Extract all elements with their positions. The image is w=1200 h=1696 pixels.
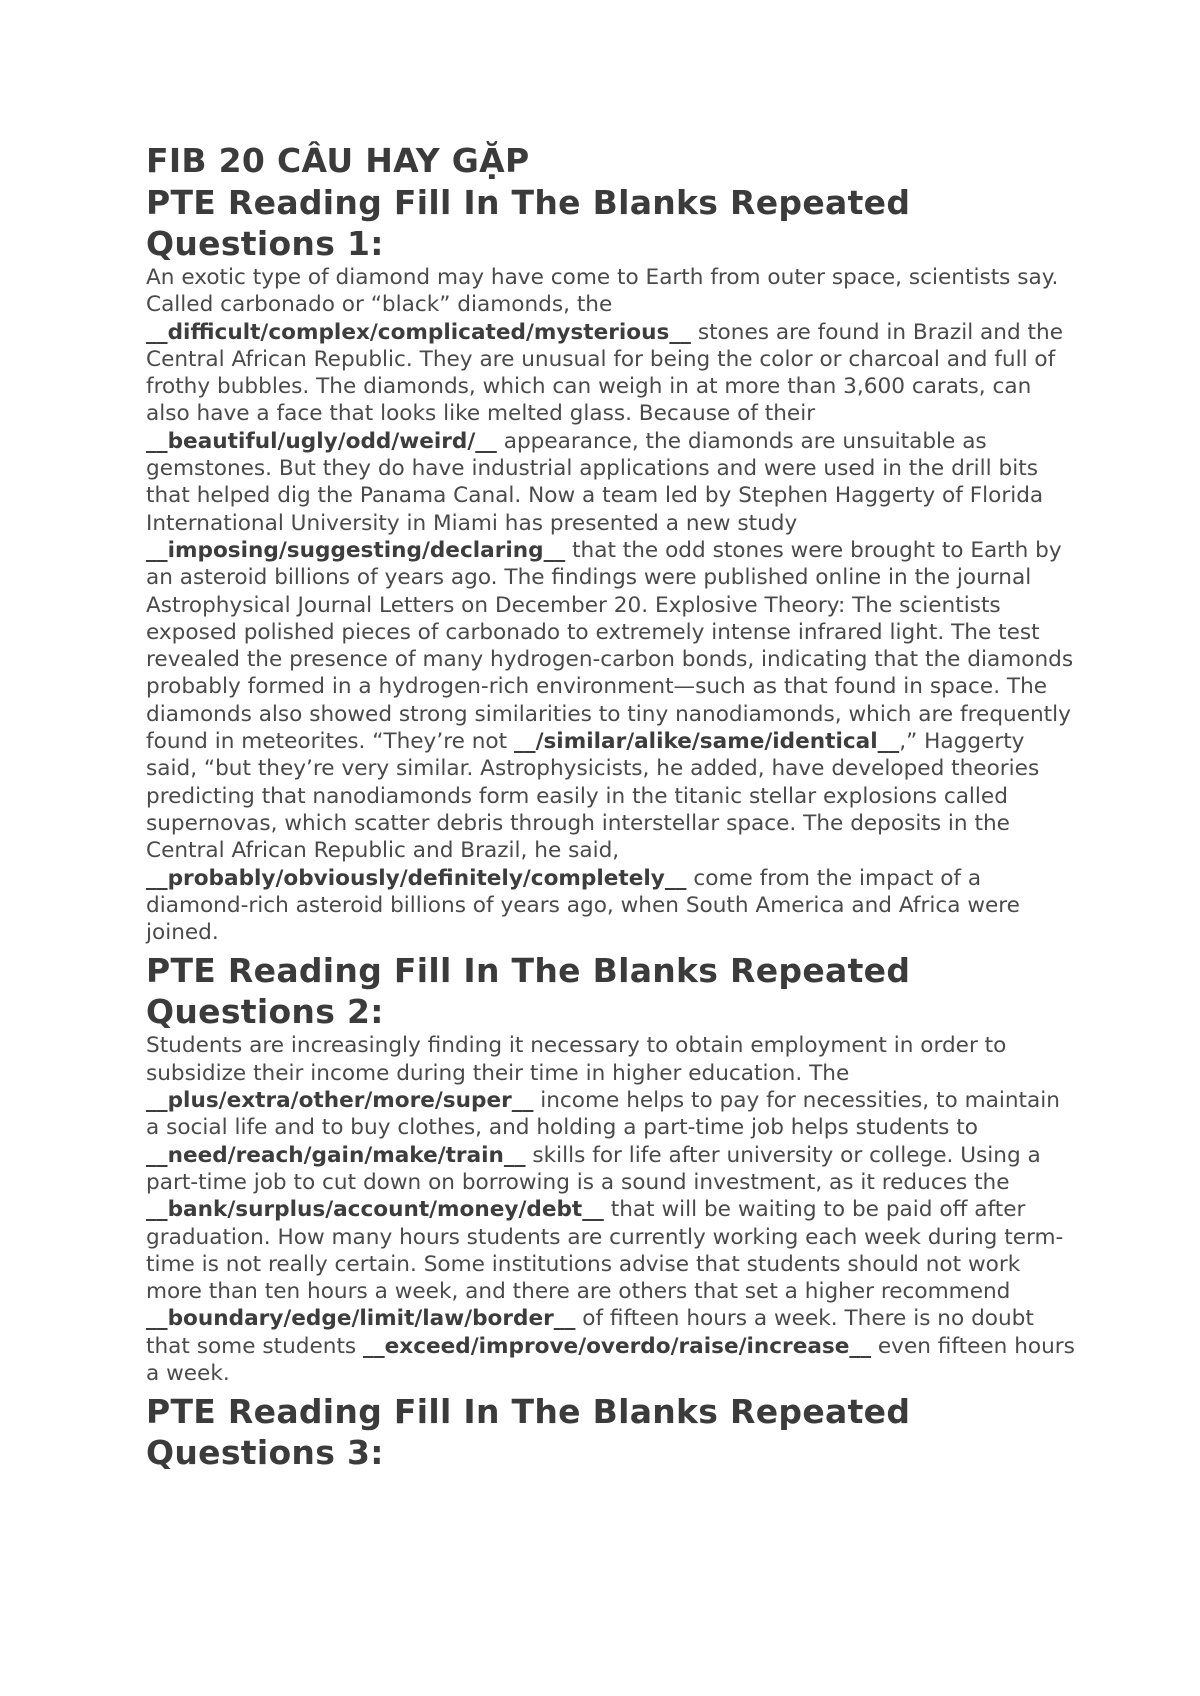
document-title: FIB 20 CÂU HAY GẶP xyxy=(146,141,530,180)
question-heading: PTE Reading Fill In The Blanks Repeated Questions 1: xyxy=(146,183,911,263)
blank-options: __difficult/complex/complicated/mysterious__ xyxy=(146,319,691,345)
passage-text: skills for life after university or college. Using a part-time job to cut down on borrowing is a sound investment, as it reduces the xyxy=(146,1142,1041,1195)
blank-options: __need/reach/gain/make/train__ xyxy=(146,1142,526,1168)
blank-options: __plus/extra/other/more/super__ xyxy=(146,1088,534,1114)
passage-text: that the odd stones were brought to Earth by an asteroid billions of years ago. The findings were published online in the journal Astrophysical Journal Letters on December 20. Explosive Theory: The scientists exposed polished pieces of carbonado to extremely intense infrared light. The test revealed the presence of many hydrogen-carbon bonds, indicating that the diamonds probably formed in a hydrogen-rich environment—such as that found in space. The diamonds also showed strong similarities to tiny nanodiamonds, which are frequently found in meteorites. “They’re not xyxy=(146,537,1074,755)
passage-text: ,” Haggerty said, “but they’re very similar. Astrophysicists, he added, have developed theories predicting that nanodiamonds form easily in the titanic stellar explosions called supernovas, which scatter debris through interstellar space. The deposits in the Central African Republic and Brazil, he said, xyxy=(146,729,1040,864)
passage-text: An exotic type of diamond may have come to Earth from outer space, scientists say. Called carbonado or “black” diamonds, the xyxy=(146,265,1059,318)
blank-options: __probably/obviously/definitely/completely__ xyxy=(146,865,687,891)
question-passage xyxy=(146,264,1076,946)
document-page xyxy=(146,140,1076,1473)
passage-text: come from the impact of a diamond-rich asteroid billions of years ago, when South America and Africa were joined. xyxy=(146,865,1020,946)
question-heading: PTE Reading Fill In The Blanks Repeated Questions 2: xyxy=(146,951,911,1032)
blank-options: __imposing/suggesting/declaring__ xyxy=(146,537,566,563)
blank-options: __bank/surplus/account/money/debt__ xyxy=(146,1197,604,1223)
blank-options: __boundary/edge/limit/law/border__ xyxy=(146,1306,576,1332)
passage-text: income helps to pay for necessities, to maintain a social life and to buy clothes, and holding a part-time job helps students to xyxy=(146,1088,1060,1141)
question-section xyxy=(146,950,1076,1387)
passage-text: appearance, the diamonds are unsuitable as gemstones. But they do have industrial applications and were used in the drill bits that helped dig the Panama Canal. Now a team led by Stephen Haggerty of Florida International University in Miami has presented a new study xyxy=(146,428,1044,536)
passage-text: even fifteen hours a week. xyxy=(146,1333,1075,1386)
question-passage xyxy=(146,1032,1076,1387)
blank-options: __beautiful/ugly/odd/weird/__ xyxy=(146,428,497,454)
question-section xyxy=(146,182,1076,946)
passage-text: of fifteen hours a week. There is no doubt that some students xyxy=(146,1306,1034,1359)
passage-text: stones are found in Brazil and the Central African Republic. They are unusual for being the color or charcoal and full of frothy bubbles. The diamonds, which can weigh in at more than 3,600 carats, can also have a face that looks like melted glass. Because of their xyxy=(146,319,1063,427)
question-section xyxy=(146,1391,1076,1473)
blank-options: __exceed/improve/overdo/raise/increase__ xyxy=(363,1333,872,1359)
passage-text: Students are increasingly finding it necessary to obtain employment in order to subsidize their income during their time in higher education. The xyxy=(146,1033,1007,1086)
blank-options: __/similar/alike/same/identical__ xyxy=(513,729,900,755)
question-heading: PTE Reading Fill In The Blanks Repeated Questions 3: xyxy=(146,1392,911,1473)
questions-container xyxy=(146,182,1076,1473)
passage-text: that will be waiting to be paid off after graduation. How many hours students are currently working each week during term-time is not really certain. Some institutions advise that students should not work more than ten hours a week, and there are others that set a higher recommend xyxy=(146,1197,1064,1305)
